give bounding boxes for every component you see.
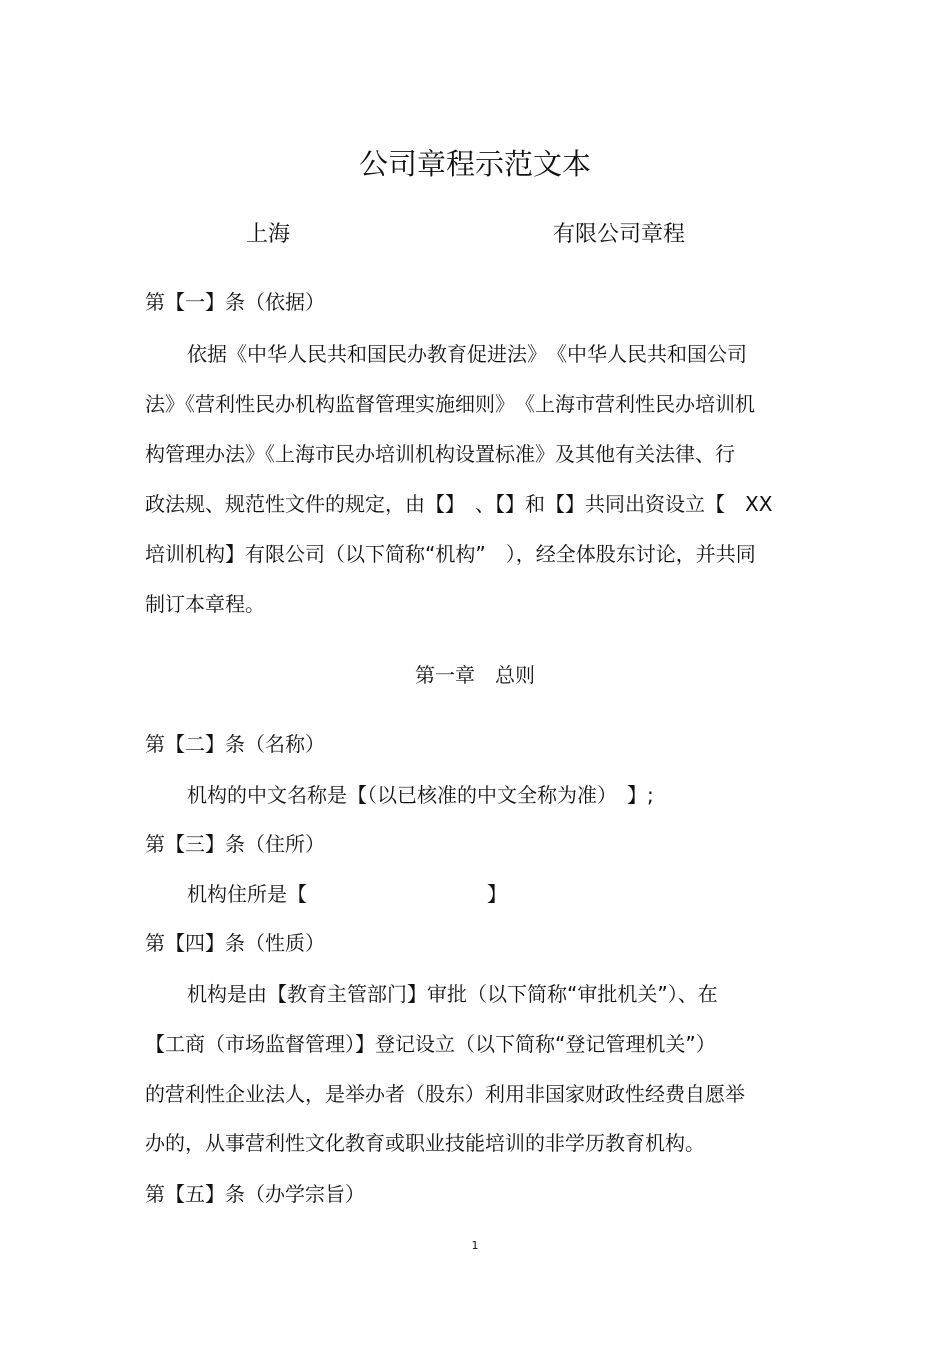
subtitle-city: 上海 <box>246 222 291 247</box>
article-1-line-1: 依据《中华人民共和国民办教育促进法》 《中华人民共和国公司 <box>187 342 747 366</box>
document-title: 公司章程示范文本 <box>358 147 591 181</box>
article-1-line-3: 构管理办法》《上海市民办培训机构设置标准》及其他有关法律、行 <box>145 442 735 466</box>
article-5-heading: 第【五】条（办学宗旨） <box>145 1182 365 1206</box>
article-4-line-4: 办的，从事营利性文化教育或职业技能培训的非学历教育机构。 <box>145 1131 705 1155</box>
article-1-line-5: 培训机构】有限公司（以下简称“机构” ），经全体股东讨论，并共同 <box>145 542 756 566</box>
subtitle-company-charter: 有限公司章程 <box>553 222 686 247</box>
article-2-line: 机构的中文名称是【（以已核准的中文全称为准） 】; <box>187 783 654 807</box>
article-3-line: 机构住所是【 】 <box>187 882 507 906</box>
article-4-line-3: 的营利性企业法人，是举办者（股东）利用非国家财政性经费自愿举 <box>145 1082 745 1106</box>
article-4-heading: 第【四】条（性质） <box>145 931 325 955</box>
article-1-heading: 第【一】条（依据） <box>145 290 325 314</box>
article-3-heading: 第【三】条（住所） <box>145 832 325 856</box>
chapter-1-heading: 第一章 总则 <box>415 663 535 687</box>
article-2-heading: 第【二】条（名称） <box>145 732 325 756</box>
page-number: 1 <box>471 1239 479 1252</box>
article-4-line-1: 机构是由【教育主管部门】审批（以下简称“审批机关”）、在 <box>187 982 718 1006</box>
article-1-line-2: 法》《营利性民办机构监督管理实施细则》 《上海市营利性民办培训机 <box>145 392 755 416</box>
article-4-line-2: 【工商（市场监督管理）】登记设立（以下简称“登记管理机关”） <box>145 1032 716 1056</box>
article-1-line-6: 制订本章程。 <box>145 592 265 616</box>
article-1-line-4: 政法规、规范性文件的规定，由【】 、【】和【】共同出资设立【 XX <box>145 492 773 516</box>
